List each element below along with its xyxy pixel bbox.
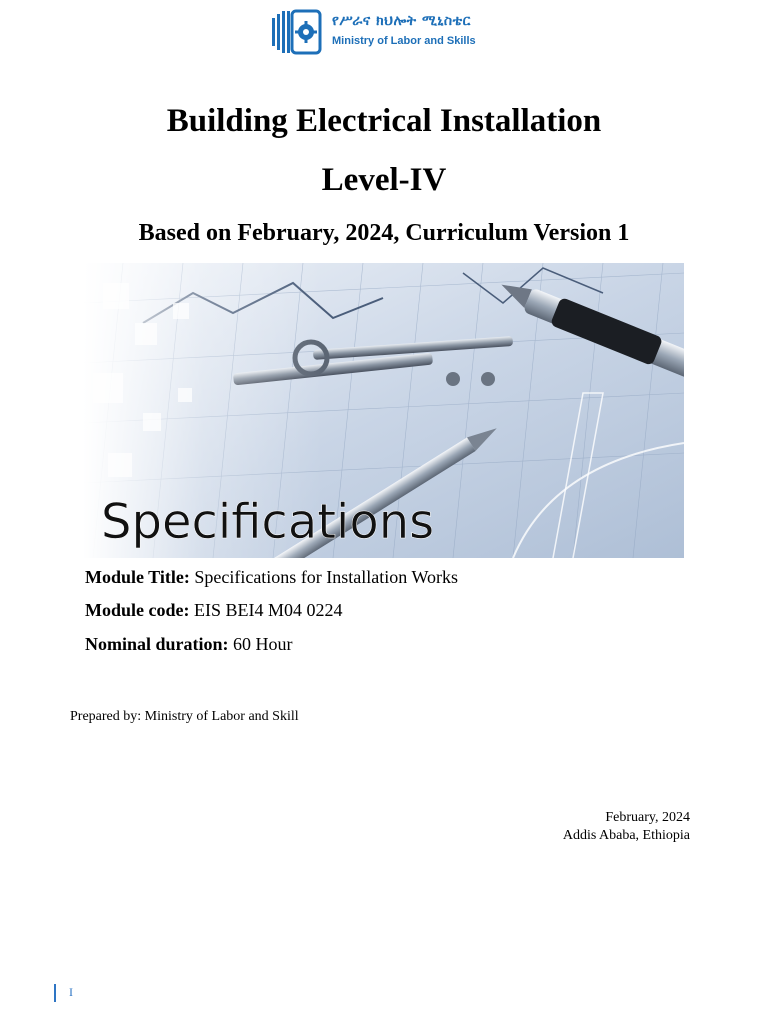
curriculum-subtitle: Based on February, 2024, Curriculum Version 1 <box>138 220 630 246</box>
ministry-emblem-icon <box>270 8 326 58</box>
module-code-field <box>85 600 342 621</box>
module-code-value: EIS BEI4 M04 0224 <box>189 600 343 620</box>
logo-amharic-text: የሥራና ክህሎት ሚኒስቴር <box>332 13 471 29</box>
footer-accent-bar <box>54 984 56 1002</box>
publication-location: Addis Ababa, Ethiopia <box>562 828 690 843</box>
nominal-duration-label: Nominal duration: <box>85 634 229 654</box>
date-location-block <box>563 809 690 845</box>
logo-english-text: Ministry of Labor and Skills <box>332 35 476 47</box>
document-title: Building Electrical Installation <box>166 103 602 139</box>
level-heading: Level-IV <box>321 162 447 198</box>
cover-caption: Specifications <box>101 494 435 550</box>
module-title-field <box>85 567 458 588</box>
page-number: I <box>69 985 73 999</box>
cover-image <box>83 263 684 558</box>
module-code-label: Module code: <box>85 600 190 620</box>
prepared-by: Prepared by: Ministry of Labor and Skill <box>70 709 299 724</box>
nominal-duration-value: 60 Hour <box>228 634 293 654</box>
module-title-label: Module Title: <box>85 567 190 587</box>
publication-date: February, 2024 <box>605 810 690 825</box>
ministry-logo <box>270 8 500 58</box>
nominal-duration-field <box>85 634 293 655</box>
module-title-value: Specifications for Installation Works <box>189 567 459 587</box>
